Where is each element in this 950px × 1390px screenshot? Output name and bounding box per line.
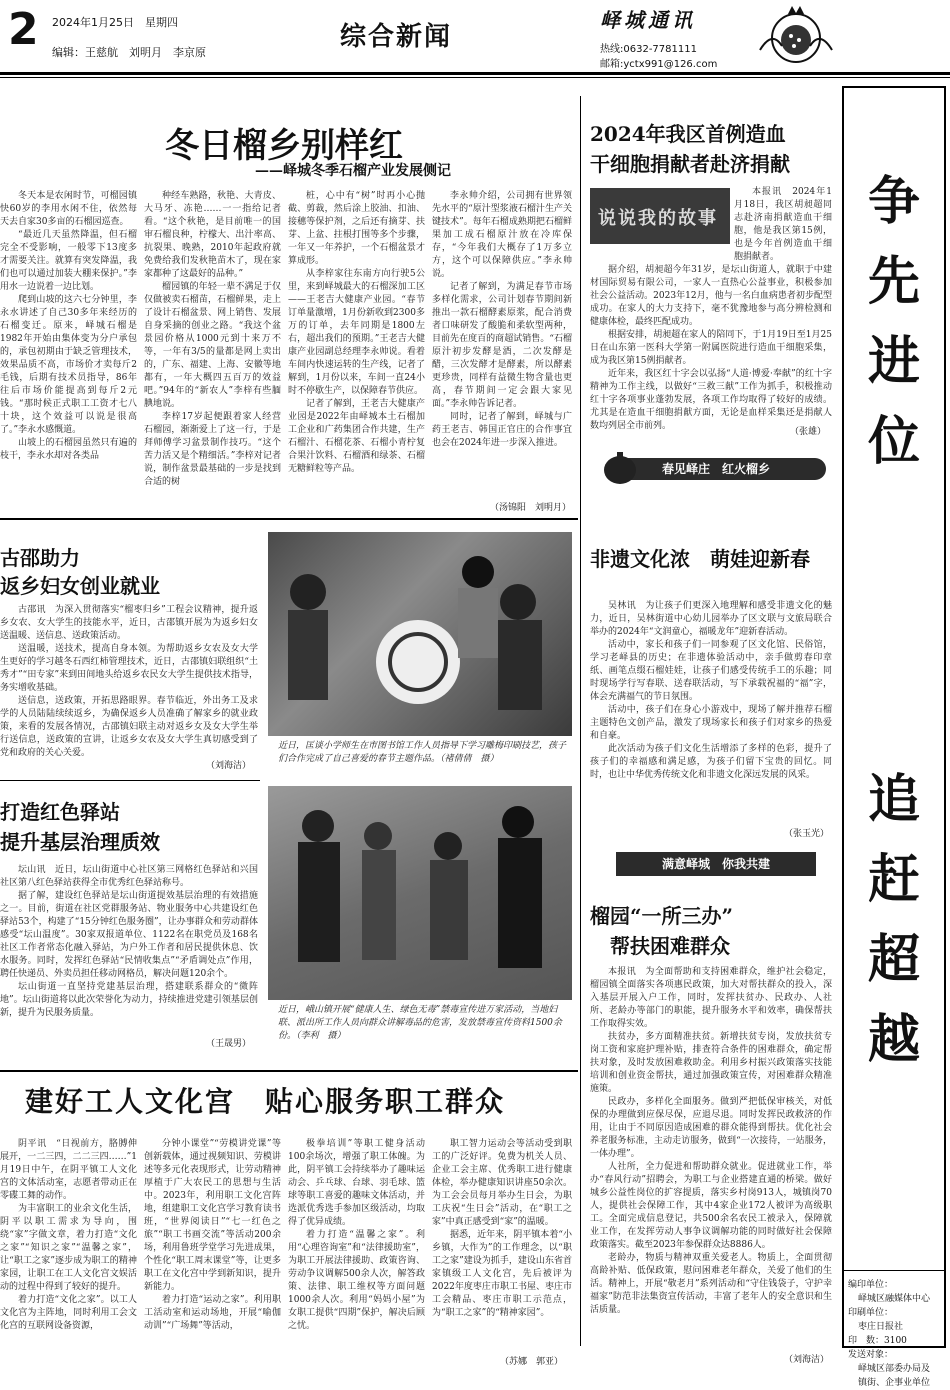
article7-credit: （苏娜 郭亚） [500,1357,564,1367]
article1-col1: 冬天本是农闲时节，可榴园镇快60岁的李用水闲不住，依然每天去自家30多亩的石榴园巡查。 “最近几天虽然降温，但石榴完全不受影响，一般零下13度多才需要关注。就算有突发降温，我们也可以通过加装大棚来保护。”李用水一边说着一边比划。 爬到山坡的这六七分钟里，李永水讲述了自己30多年来经历的石榴变迁。原来，峄城石榴是1982年开始由集体变为分户承包的，承包初期由于缺乏管理技术，效果品质不高，市场价才卖每斤2毛钱，后期有技术员指导，86年往后市场价能提高到每斤2元钱。“那时候正式职工工资才七八十块，这个效益可以说是很高了。”李永水感慨道。 山坡上的石榴园虽然只有遍的枝干，李永水却对各类品 [0,191,137,461]
article3-col1: 吴林讯 为让孩子们更深入地理解和感受非遗文化的魅力，近日，吴林街道中心幼儿园举办了区文联与文旅局联合举办的2024年“文润童心，福暖龙年”迎新春活动。 活动中，家长和孩子们一同参观了区文化馆、民俗馆，学习老峄县的历史；在非遗体验活动中，亲手做剪春印章纸、画笔点缀石榴娃娃，让孩子们感受传统手工的乐趣；同时现场学行写春联、送春联活动，写下承载祝福的“福”字，体会充满福气的节日氛围。 活动中，孩子们在身心小游戏中，现场了解并推荐石榴主题特色文创产品，激发了现场家长和孩子们对家乡的热爱和自豪。 此次活动为孩子们文化生活增添了多样的色彩，提升了孩子们的幸福感和满足感，为孩子们留下宝贵的回忆。同时，也让中华优秀传统文化和非遗文化深远发展的风采。 [590,601,832,780]
people-figures-icon [268,786,572,1000]
email: 邮箱:yctx991@126.com [600,59,718,70]
article5-col1: 古邵讯 为深入贯彻落实“榴枣归乡”工程会议精神，提升返乡女农、女大学生的技能水平，近日，古邵镇开展为为返乡妇女送温暖、送信息、送政策活动。 送温暖，送技术，提高自身本领。为帮助返乡女农及女大学生更好的学习越冬石西红柿管理技术，近日，古邵镇妇联组织“土秀才”“田专家”来到田间地头给返乡农民女大学生提供技术指导，务实增收基础。 送信息，送政策，开拓思路眼界。春节临近，外出务工及求学的人员陆陆续续返乡，为确保返乡人员准确了解家乡的就业政策，来看的发展各情况，古邵镇妇联主动对返乡女及女大学生举行送信息，送政策的宣讲，让返乡女农及女大学生真切感受到了党和政府的关心关爱。 [0,605,258,758]
article5-title: 古邵助力 [0,546,80,570]
page-number: 2 [8,4,39,55]
article6-col1: 坛山讯 近日，坛山街道中心社区第三网格红色驿站和兴国社区第八红色驿站获得全市优秀红色驿站称号。 据了解，建设红色驿站是坛山街道提效基层治理的有效措施之一。目前，街道在社区党群服务站、物业服务中心共建设红色驿站53个，构建了“15分钟红色服务圈”，让办事群众和劳动群体感受“坛山温度”。30家双报道单位、1122名在职党员及168名社区工作者常态化融入驿站，为户外工作者和居民提供休息、饮水服务。同时，发挥红色驿站“民情收集点”“矛盾调处点”作用，聘任快递员、外卖员担任移动网格员，解决问题120余个。 坛山街道一直坚持党建基层治理，搭建联系群众的“微阵地”。坛山街道将以此次荣誉化为动力，持续推进党建引领基层创新，提升为民服务质量。 [0,865,258,1018]
article1-col4: 李永帅介绍，公司拥有世界领先水平的“原汁型浆液石榴汁生产关键技术”。每年石榴成熟期把石榴鲜果加工成石榴原汁放在冷库保存，“今年我们大概存了1万多立方，这个可以保障供应。”李永帅说。 记者了解到，为满足春节市场多样化需求，公司计划春节期间新推出一款石榴酵素原浆，配合消费者口味研发了酸脆和柔软型两种，目前先在度百的商超试销售。“石榴原汁初步发酵是酒，二次发酵是醋，三次发酵才是酵素，所以酵素更珍贵，同样有益微生物含量也更高，春节期间一定会跟大家见面。”李永帅告诉记者。 同时，记者了解到，峄城与广药王老吉、韩国正官庄的合作事宜也会在2024年进一步深入推进。 [432,191,572,448]
header-rule [0,72,950,75]
article1-col3: 桩，心中有“树”时再小心抛截、剪裁，然后涂上胶油、扣油、接穗等保护剂，之后还有摘芽、扶芽、上盆、拄根打围等多个步骤，一年又一年养护，一个石榴盆景才算成形。 从李梓家往东南方向行驶5公里，来到峄城最大的石榴深加工区——王老吉大健康产业园。“春节订单量激增，1月份新收到2300多万的订单，去年同期是1800左右，超出我们的预期。”王老吉大健康产业园副总经理李永帅说。看着车间内快速运转的生产线，记者了解到，1月份以来，车间一直24小时不停歇生产，以保障春节供应。 记者了解到，王老吉大健康产业园是2022年由峄城本土石榴加工企业和广药集团合作共建，生产石榴汁、石榴花茶、石榴小青柠复合果汁饮料、石榴酒和绿茶、石榴无糖鲜粒等产品。 [288,191,425,474]
article1-col2: 种经车熟路，秋艳、大青皮、大马牙、冻艳……一一指给记者看。“这个秋艳，是目前唯一的国审石榴良种，柠檬大、出汁率高、抗裂果、晚熟，2010年起政府就免费给我们发秋艳苗木了，现在家家都种了这最好的品种。” 榴园镇的年轻一辈不满足于仅仅做被卖石榴苗，石榴鲜果，走上了设计石榴盆景、网上销售、发展自身采摘的创业之路。“我这个盆景园价格从1000元到十来万不等，一年有3/5的量都是网上卖出的，广东、福建、上海、安徽等地都有，一年大概四五百万的效益吧。”94年的“新农人”李梓有些腼腆地说。 李梓17岁起便跟着家人经营石榴园，渐渐爱上了这一行，于是拜师傅学习盆景制作技巧。“这个苦力活又是个精细活。”李梓对记者说，制作盆景最基础的一步是找到合适的树 [144,191,281,487]
article3-title: 非遗文化浓 萌娃迎新春 [590,547,810,571]
issue-date: 2024年1月25日 星期四 [52,16,178,29]
slogan-char-1: 争 [867,172,920,232]
article3-credit: （张玉光） [784,829,830,839]
hotline: 热线:0632-7781111 [600,44,697,55]
article6-credit: （王晟男） [206,1039,252,1049]
article4-title2: 帮扶困难群众 [610,934,730,958]
article5-title2: 返乡妇女创业就业 [0,574,160,598]
pomegranate-logo-icon [752,0,840,70]
slogan-char-3: 进 [867,332,920,392]
photo-paper-cutting [268,532,572,736]
photo1-caption: 近日，匡谈小学师生在市图书馆工作人员指导下学习雕梅印刷技艺，孩子们合作完成了自己喜爱的春节主题作品。（褚倩倩 摄） [278,741,567,764]
article7-title: 建好工人文化宫 贴心服务职工群众 [25,1085,506,1118]
article2-title: 2024年我区首例造血 [590,122,786,146]
article4-credit: （刘海洁） [784,1355,830,1365]
article2-col1: 本报讯 2024年1月18日，我区胡昶超同志赴济南捐献造血干细胞，他是我区第15例，也是今年首例造血干细胞捐献者。 据介绍，胡昶超今年31岁，是坛山街道人，就职于中建材国际贸易有限公司，一家人一直热心公益事业，积极参加社会公益活动。2023年12月，他与一名白血病患者初步配型成功。在家人的大力支持下，毫不犹豫地参与高分辨检测和健康体检，最终匹配成功。 根据安排，胡昶超在家人的陪同下，于1月19日至1月25日在山东第一医科大学第一附属医院进行造血干细胞采集，成为我区第15例捐献者。 近年来，我区红十字会以弘扬“人道·博爱·奉献”的红十字精神为工作主线，以做好“三救三献”工作为抓手，积极推动红十字各项事业蓬勃发展，各项工作均取得了较好的成绩。尤其是在造血干细胞捐献方面，无论是血样采集还是捐献人数均列居全市前列。 [590,187,832,431]
article4-col1: 本报讯 为全面帮助和支持困难群众，维护社会稳定，榴园镇全面落实各项惠民政策，加大对帮扶群众的投入，深入基层开展入户工作，同时，发挥扶贫办、民政办、人社所、老龄办等部门的职能，提升服务水平和效率，确保帮扶工作取得实效。 扶贫办，多方面精准扶贫。新增扶贫专岗，发放扶贫专岗工资和家庭护理补贴，排查符合条件的困难群众，确定帮扶对象，及时发放困难救助金。利用乡村振兴政策落实技能培训和创业资金帮扶，通过加强政策宣传，对困难群众精准施策。 民政办，多样化全面服务。做到严把低保审核关，对低保的办理做到应保尽保，应退尽退。同时发挥民政救济的作用，让由于不同原因造成困难的群众能得到帮扶。优化社会养老服务标准，主动走访服务，做到“一次接待，一站服务，一体办理”。 人社所，全力促进和帮助群众就业。促进就业工作，举办“春风行动”招聘会，为职工与企业搭建直通的桥梁。做好城乡公益性岗位的扩容提质，落实乡村岗913人，城镇岗70人，提供社会保障工作，其中4家企业172人被评为高级职工。全面完成信息登记，共500余名农民工被录入，保障就业工作，在发挥劳动人事争议调解功能的同时做好社会保障政策落实。截至2023年参保群众达8886人。 老龄办，物质与精神双重关爱老人。物质上，全面贯彻高龄补贴、低保政策，慰问困难老年群众，关爱了他们的生活。精神上，开展“敬老月”系列活动和“守住钱袋子，守护幸福家”防范非法集资宣传活动，丰富了老年人的安全意识和生活质量。 [590,967,832,1315]
slogan-char-2: 先 [867,252,920,312]
article1-title: 冬日榴乡别样红 [165,126,403,166]
slogan-char-8: 越 [867,1010,920,1070]
children-figures-icon [268,532,572,736]
section-divider [0,518,578,520]
article2-title2: 干细胞捐献者赴济捐献 [590,152,790,176]
header-rule-thin [0,77,950,78]
sidebar-divider [842,1270,946,1271]
banner-satisfaction: 满意峄城 你我共建 [616,852,816,876]
masthead-brand: 峄城通讯 [600,8,696,32]
lantern-icon [600,448,640,488]
slogan-char-5: 追 [867,770,920,830]
slogan-char-6: 赶 [867,850,920,910]
section-title: 综合新闻 [340,22,453,52]
article1-credit: （汤锦阳 刘明月） [490,503,572,513]
slogan-char-4: 位 [867,412,920,472]
photo2-caption: 近日，峨山镇开展“健康人生、绿色无毒”禁毒宣传进万家活动，当地妇联、派出所工作人员向群众讲解毒品的危害，发放禁毒宣传资料1500余份。（李利 摄） [278,1005,562,1041]
column-divider [580,96,581,1346]
article7-col3: 极拳培训”等职工健身活动100余场次，增强了职工体魄。为此，阴平镇工会持续举办了趣味运动会、乒乓球、台球、羽毛球、篮球等职工喜爱的趣味文体活动，并选派优秀选手参加区级活动，均取得了优异成绩。 着力打造“温馨之家”。利用“心理咨询室”和“法律援助室”，为职工开展法律援助、政策咨询、劳动争议调解500余人次，解答政策、法律、职工维权等方面问题1000余人次。利用“妈妈小屋”为女职工提供“四期”保护，解决后顾之忧。 [288,1139,425,1331]
banner-spring: 春见峄庄 红火榴乡 [606,458,826,480]
article7-col4: 职工智力运动会等活动受到职工的广泛好评。免费为机关人员、企业工会主席、优秀职工进行健康体检，举办健康知识讲座50余次。为工会会员每月举办生日会，为职工庆祝“生日会”活动，在“职工之家”中真正感受到“家”的温暖。 据悉，近年来，阴平镇本着“小乡镇，大作为”的工作理念，以“职工之家”建设为抓手，建设山东省首家镇级工人文化宫，先后被评为2022年度枣庄市职工书屋、枣庄市工会精品、枣庄市职工示范点，为“职工之家”的“精神家园”。 [432,1139,572,1318]
slogan-char-7: 超 [867,930,920,990]
publication-info: 编印单位： 峄城区融媒体中心 印刷单位： 枣庄日报社 印 数：3100 发送对象： 峄城区部委办局及 镇街、企事业单位 [848,1280,931,1388]
article6-title: 打造红色驿站 [0,800,120,824]
section-divider-2 [0,780,260,781]
section-divider-3 [0,1070,578,1072]
photo-label: 说说我的故事 [598,208,718,229]
article6-title2: 提升基层治理质效 [0,830,160,854]
article7-col1: 阴平讯 “日视前方，胳膊伸展开，一二三四，二二三四……”1月19日中午，在阴平镇工人文化宫的文体活动室，志愿者带动正在零碟工舞的动作。 为丰富职工的业余文化生活，阴平以职工需求为导向，围绕“家”字做文章，着力打造“文化之家”“知识之家”“温馨之家”，让“职工之家”逐步成为职工的精神家园，让职工在工人文化宫文娱活动的过程中得到了较好的提升。 着力打造“文化之家”。以工人文化宫为主阵地，同时利用工会文化宫的互联网设备资源， [0,1139,137,1331]
article1-subtitle: ——峄城冬季石榴产业发展侧记 [255,163,451,179]
article4-title: 榴园“一所三办” [590,904,734,928]
article7-col2: 分钟小课堂”“劳模讲党课”等创新载体，通过视频知识、劳模讲述等多元化表现形式，让劳动精神厚植于广大农民工的思想与生活中。2023年，利用职工文化宫阵地，组建职工文化宫学习教育读书班，“世界阅读日”“七一红色之旅”“职工书画交流”等活动200余场，利用鲁班学堂学习先进成果，个性化“职工周末课堂”等，让更多职工在文化宫中学到新知识，提升新能力。 着力打造“运动之家”。利用职工活动室和运动场地，开展“喻伽动训”“广场舞”等活动， [144,1139,281,1331]
photo-anti-drug [268,786,572,1000]
editors: 编辑：王慈航 刘明月 李京原 [52,46,206,59]
article5-credit: （刘海洁） [206,761,252,771]
article2-credit: （张雄） [790,427,827,437]
